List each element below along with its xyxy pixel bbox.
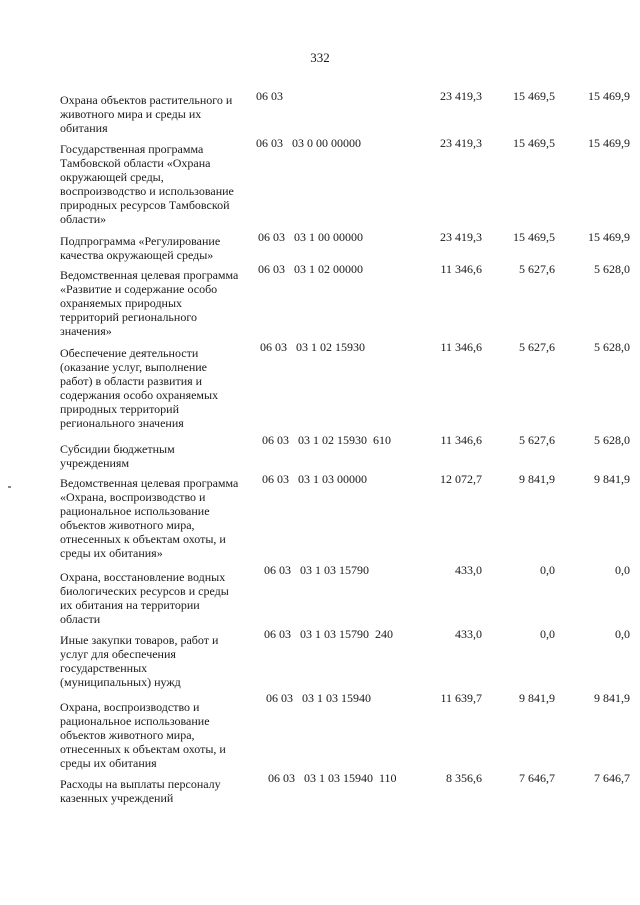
row-code: 06 03 03 1 00 00000 — [258, 230, 363, 244]
row-value-1: 8 356,6 — [446, 771, 482, 785]
row-value-3: 15 469,9 — [588, 89, 630, 103]
row-value-3: 9 841,9 — [594, 691, 630, 705]
row-value-2: 9 841,9 — [519, 691, 555, 705]
row-value-1: 23 419,3 — [440, 136, 482, 150]
row-code: 06 03 03 1 02 00000 — [258, 262, 363, 276]
row-code: 06 03 03 0 00 00000 — [256, 136, 361, 150]
row-code: 06 03 03 1 03 00000 — [262, 472, 367, 486]
row-code: 06 03 03 1 03 15790 — [264, 563, 369, 577]
row-value-3: 15 469,9 — [588, 230, 630, 244]
scan-speck — [8, 486, 11, 488]
row-value-1: 11 346,6 — [440, 262, 482, 276]
row-value-2: 15 469,5 — [513, 89, 555, 103]
row-value-3: 7 646,7 — [594, 771, 630, 785]
row-name: Субсидии бюджетным учреждениям — [60, 442, 175, 470]
row-code: 06 03 03 1 03 15790 240 — [264, 627, 393, 641]
row-value-3: 15 469,9 — [588, 136, 630, 150]
row-value-1: 23 419,3 — [440, 89, 482, 103]
row-value-3: 5 628,0 — [594, 433, 630, 447]
row-name: Ведомственная целевая программа «Развитие и содержание особо охраняемых природных территорий регионального значения» — [60, 268, 239, 338]
row-code: 06 03 03 1 02 15930 — [260, 340, 365, 354]
row-value-2: 0,0 — [540, 627, 555, 641]
row-name: Иные закупки товаров, работ и услуг для обеспечения государственных (муниципальных) нужд — [60, 633, 219, 689]
page-number: 332 — [310, 50, 330, 65]
row-value-1: 12 072,7 — [440, 472, 482, 486]
row-value-2: 7 646,7 — [519, 771, 555, 785]
row-value-3: 5 628,0 — [594, 262, 630, 276]
row-value-2: 15 469,5 — [513, 136, 555, 150]
row-name: Государственная программа Тамбовской области «Охрана окружающей среды, воспроизводство и использование природных ресурсов Тамбовской области» — [60, 142, 234, 226]
row-name: Охрана, восстановление водных биологических ресурсов и среды их обитания на территории области — [60, 570, 229, 626]
row-code: 06 03 03 1 02 15930 610 — [262, 433, 391, 447]
row-value-2: 5 627,6 — [519, 262, 555, 276]
row-value-1: 433,0 — [455, 563, 482, 577]
row-value-2: 15 469,5 — [513, 230, 555, 244]
row-value-1: 11 639,7 — [440, 691, 482, 705]
row-value-1: 11 346,6 — [440, 340, 482, 354]
row-name: Расходы на выплаты персоналу казенных учреждений — [60, 777, 221, 805]
row-code: 06 03 — [256, 89, 283, 103]
row-value-2: 5 627,6 — [519, 340, 555, 354]
row-value-1: 23 419,3 — [440, 230, 482, 244]
row-value-1: 11 346,6 — [440, 433, 482, 447]
row-code: 06 03 03 1 03 15940 110 — [268, 771, 397, 785]
row-value-3: 0,0 — [615, 627, 630, 641]
row-name: Ведомственная целевая программа «Охрана, воспроизводство и рациональное использование объектов животного мира, отнесенных к объектам охоты, и среды их обитания» — [60, 476, 239, 560]
row-value-2: 0,0 — [540, 563, 555, 577]
row-name: Обеспечение деятельности (оказание услуг, выполнение работ) в области развития и содержания особо охраняемых природных территорий регионального значения — [60, 346, 219, 430]
row-name: Охрана объектов растительного и животного мира и среды их обитания — [60, 93, 233, 135]
row-value-3: 5 628,0 — [594, 340, 630, 354]
row-name: Охрана, воспроизводство и рациональное использование объектов животного мира, отнесенных к объектам охоты, и среды их обитания — [60, 700, 226, 770]
row-code: 06 03 03 1 03 15940 — [266, 691, 371, 705]
row-value-2: 9 841,9 — [519, 472, 555, 486]
row-value-3: 0,0 — [615, 563, 630, 577]
row-value-1: 433,0 — [455, 627, 482, 641]
row-name: Подпрограмма «Регулирование качества окружающей среды» — [60, 234, 221, 262]
row-value-3: 9 841,9 — [594, 472, 630, 486]
row-value-2: 5 627,6 — [519, 433, 555, 447]
